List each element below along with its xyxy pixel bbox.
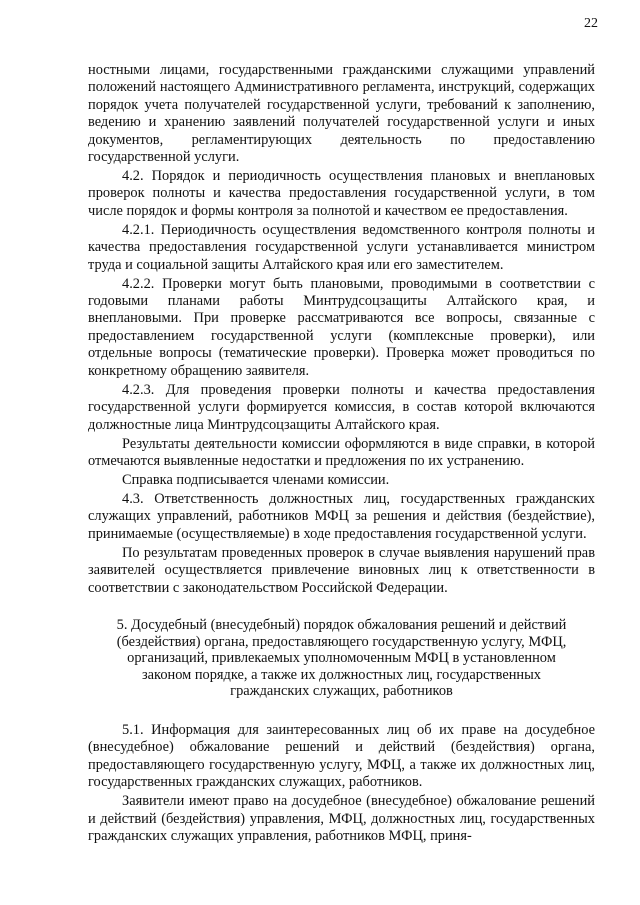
paragraph-commission-results: Результаты деятельности комиссии оформляются в виде справки, в которой отмечаются выявленные недостатки и предложения по их устранению. <box>88 435 595 469</box>
section-5-heading: 5. Досудебный (внесудебный) порядок обжалования решений и действий (бездействия) органа, предоставляющего государственную услугу, МФЦ, организаций, привлекаемых уполномоченным МФЦ в установленном законом порядке, а также их должностных лиц, государственных гражданских служащих, работников <box>116 616 567 700</box>
page-number: 22 <box>584 16 598 31</box>
paragraph-appeal-right: Заявители имеют право на досудебное (внесудебное) обжалование решений и действий (бездействия) управления, МФЦ, должностных лиц, государственных гражданских служащих управления, работников МФЦ, приня- <box>88 793 595 844</box>
paragraph-liability: По результатам проведенных проверок в случае выявления нарушений прав заявителей осуществляется привлечение виновных лиц к ответственности в соответствии с законодательством Российской Федерации. <box>88 544 595 596</box>
paragraph-4-3: 4.3. Ответственность должностных лиц, государственных гражданских служащих управлений, работников МФЦ за решения и действия (бездействие), принимаемые (осуществляемые) в ходе предоставления государственной услуги. <box>88 490 595 542</box>
paragraph-4-2-2: 4.2.2. Проверки могут быть плановыми, проводимыми в соответствии с годовыми планами работы Минтрудсоцзащиты Алтайского края, и внеплановыми. При проверке рассматриваются все вопросы, связанные с предоставлением государственной услуги (комплексные проверки), или отдельные вопросы (тематические проверки). Проверка может проводиться по конкретному обращению заявителя. <box>88 275 595 379</box>
paragraph-continuation: ностными лицами, государственными гражданскими служащими управлений положений настоящего Административного регламента, инструкций, содержащих порядок учета получателей государственной услуги, требований к заполнению, ведению и хранению заявлений получателей государственной услуги и иных документов, регламентирующих деятельность по предоставлению государственной услуги. <box>88 62 595 166</box>
paragraph-report-signature: Справка подписывается членами комиссии. <box>122 471 390 488</box>
paragraph-4-2-1: 4.2.1. Периодичность осуществления ведомственного контроля полноты и качества предоставления государственной услуги устанавливается министром труда и социальной защиты Алтайского края или его заместителем. <box>88 221 595 273</box>
paragraph-4-2: 4.2. Порядок и периодичность осуществления плановых и внеплановых проверок полноты и качества предоставления государственной услуги, в том числе порядок и формы контроля за полнотой и качеством ее предоставления. <box>88 168 595 219</box>
page-content <box>88 62 595 847</box>
paragraph-4-2-3: 4.2.3. Для проведения проверки полноты и качества предоставления государственной услуги формируется комиссия, в состав которой включаются должностные лица Минтрудсоцзащиты Алтайского края. <box>88 381 595 433</box>
paragraph-5-1: 5.1. Информация для заинтересованных лиц об их праве на досудебное (внесудебное) обжалование решений и действий (бездействия) органа, предоставляющего государственную услугу, МФЦ, а также их должностных лиц, государственных гражданских служащих, работников. <box>88 721 595 791</box>
